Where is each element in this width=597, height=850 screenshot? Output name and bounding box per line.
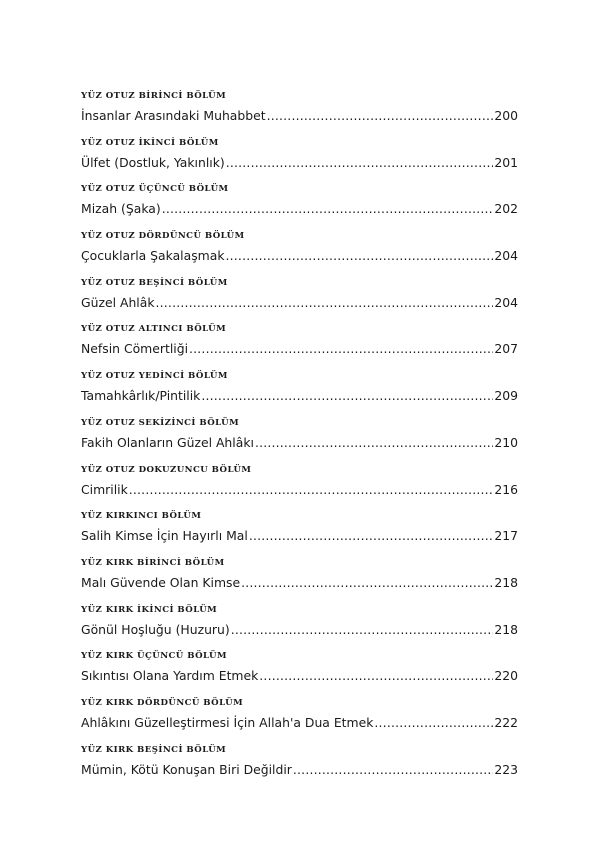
toc-entry[interactable]: [81, 277, 518, 324]
toc-entry[interactable]: [81, 697, 518, 744]
dot-leader: [267, 108, 494, 124]
page-number: 209: [494, 388, 518, 404]
toc-line: [81, 295, 518, 311]
toc-line: [81, 201, 518, 217]
chapter-heading: YÜZ OTUZ YEDİNCİ BÖLÜM: [81, 371, 228, 382]
chapter-title: Fakih Olanların Güzel Ahlâkı: [81, 434, 254, 450]
chapter-title: İnsanlar Arasındaki Muhabbet: [81, 108, 266, 123]
toc-entry[interactable]: [81, 417, 518, 464]
dot-leader: [129, 482, 494, 498]
toc-line: [81, 622, 518, 638]
chapter-heading: YÜZ KIRK BEŞİNCİ BÖLÜM: [81, 744, 227, 755]
chapter-heading: YÜZ OTUZ DOKUZUNCU BÖLÜM: [81, 464, 252, 475]
chapter-title: Gönül Hoşluğu (Huzuru): [81, 621, 230, 637]
dot-leader: [255, 435, 493, 451]
dot-leader: [241, 575, 493, 591]
chapter-title: Sıkıntısı Olana Yardım Etmek: [81, 668, 259, 684]
dot-leader: [231, 622, 494, 638]
toc-entry[interactable]: [81, 557, 518, 604]
dot-leader: [249, 528, 494, 544]
toc-line: [81, 575, 518, 591]
chapter-heading: YÜZ KIRK İKİNCİ BÖLÜM: [81, 604, 218, 615]
toc-line: [81, 668, 518, 684]
toc-entry[interactable]: [81, 230, 518, 277]
chapter-title: Ülfet (Dostluk, Yakınlık): [81, 154, 225, 170]
chapter-title: Çocuklarla Şakalaşmak: [81, 248, 225, 264]
dot-leader: [226, 248, 494, 264]
toc-line: [81, 248, 518, 264]
page-number: 223: [494, 761, 518, 777]
toc-line: [81, 482, 518, 498]
chapter-heading: YÜZ KIRK BİRİNCİ BÖLÜM: [81, 557, 225, 568]
toc-line: [81, 155, 518, 171]
toc-entry[interactable]: [81, 604, 518, 651]
page-number: 200: [494, 108, 518, 123]
chapter-title: Mümin, Kötü Konuşan Biri Değildir: [81, 761, 292, 777]
toc-entry[interactable]: [81, 183, 518, 230]
chapter-title: Malı Güvende Olan Kimse: [81, 574, 241, 590]
page-number: 204: [494, 248, 518, 264]
chapter-heading: YÜZ OTUZ BEŞİNCİ BÖLÜM: [81, 277, 228, 288]
page-number: 202: [494, 201, 518, 217]
dot-leader: [201, 388, 493, 404]
toc-entry[interactable]: [81, 510, 518, 557]
toc-entry[interactable]: [81, 370, 518, 417]
toc-entry[interactable]: [81, 650, 518, 697]
chapter-title: Salih Kimse İçin Hayırlı Mal: [81, 528, 248, 544]
dot-leader: [189, 341, 493, 357]
chapter-heading: YÜZ OTUZ SEKİZİNCİ BÖLÜM: [81, 417, 240, 428]
dot-leader: [226, 155, 494, 171]
chapter-heading: YÜZ KIRKINCI BÖLÜM: [81, 511, 202, 522]
chapter-heading: YÜZ OTUZ ALTINCI BÖLÜM: [81, 324, 227, 335]
page-number: 201: [494, 154, 518, 170]
dot-leader: [156, 295, 494, 311]
table-of-contents: [81, 90, 518, 790]
chapter-title: Mizah (Şaka): [81, 201, 161, 217]
toc-entry[interactable]: [81, 137, 518, 184]
chapter-title: Ahlâkını Güzelleştirmesi İçin Allah'a Dua Etmek: [81, 714, 374, 730]
toc-entry[interactable]: [81, 744, 518, 791]
page-number: 220: [494, 668, 518, 684]
chapter-title: Güzel Ahlâk: [81, 294, 155, 310]
chapter-heading: YÜZ OTUZ ÜÇÜNCÜ BÖLÜM: [81, 184, 229, 195]
toc-line: [81, 341, 518, 357]
toc-entry[interactable]: [81, 90, 518, 137]
toc-line: [81, 108, 518, 124]
dot-leader: [374, 715, 493, 731]
chapter-heading: YÜZ OTUZ BİRİNCİ BÖLÜM: [81, 91, 227, 101]
dot-leader: [293, 762, 493, 778]
toc-line: [81, 715, 518, 731]
page-number: 217: [494, 528, 518, 544]
chapter-title: Nefsin Cömertliği: [81, 341, 189, 357]
chapter-heading: YÜZ OTUZ İKİNCİ BÖLÜM: [81, 137, 219, 148]
toc-line: [81, 435, 518, 451]
page-number: 218: [494, 621, 518, 637]
dot-leader: [162, 201, 494, 217]
toc-line: [81, 762, 518, 778]
page-number: 222: [494, 714, 518, 730]
toc-line: [81, 388, 518, 404]
chapter-title: Cimrilik: [81, 481, 128, 497]
dot-leader: [259, 668, 493, 684]
page-number: 204: [494, 294, 518, 310]
chapter-heading: YÜZ KIRK DÖRDÜNCÜ BÖLÜM: [81, 697, 244, 708]
toc-line: [81, 528, 518, 544]
toc-entry[interactable]: [81, 323, 518, 370]
page-number: 216: [494, 481, 518, 497]
chapter-title: Tamahkârlık/Pintilik: [81, 388, 201, 404]
page-number: 210: [494, 434, 518, 450]
toc-entry[interactable]: [81, 464, 518, 511]
page-number: 218: [494, 574, 518, 590]
chapter-heading: YÜZ KIRK ÜÇÜNCÜ BÖLÜM: [81, 651, 227, 662]
page-number: 207: [494, 341, 518, 357]
chapter-heading: YÜZ OTUZ DÖRDÜNCÜ BÖLÜM: [81, 231, 245, 242]
